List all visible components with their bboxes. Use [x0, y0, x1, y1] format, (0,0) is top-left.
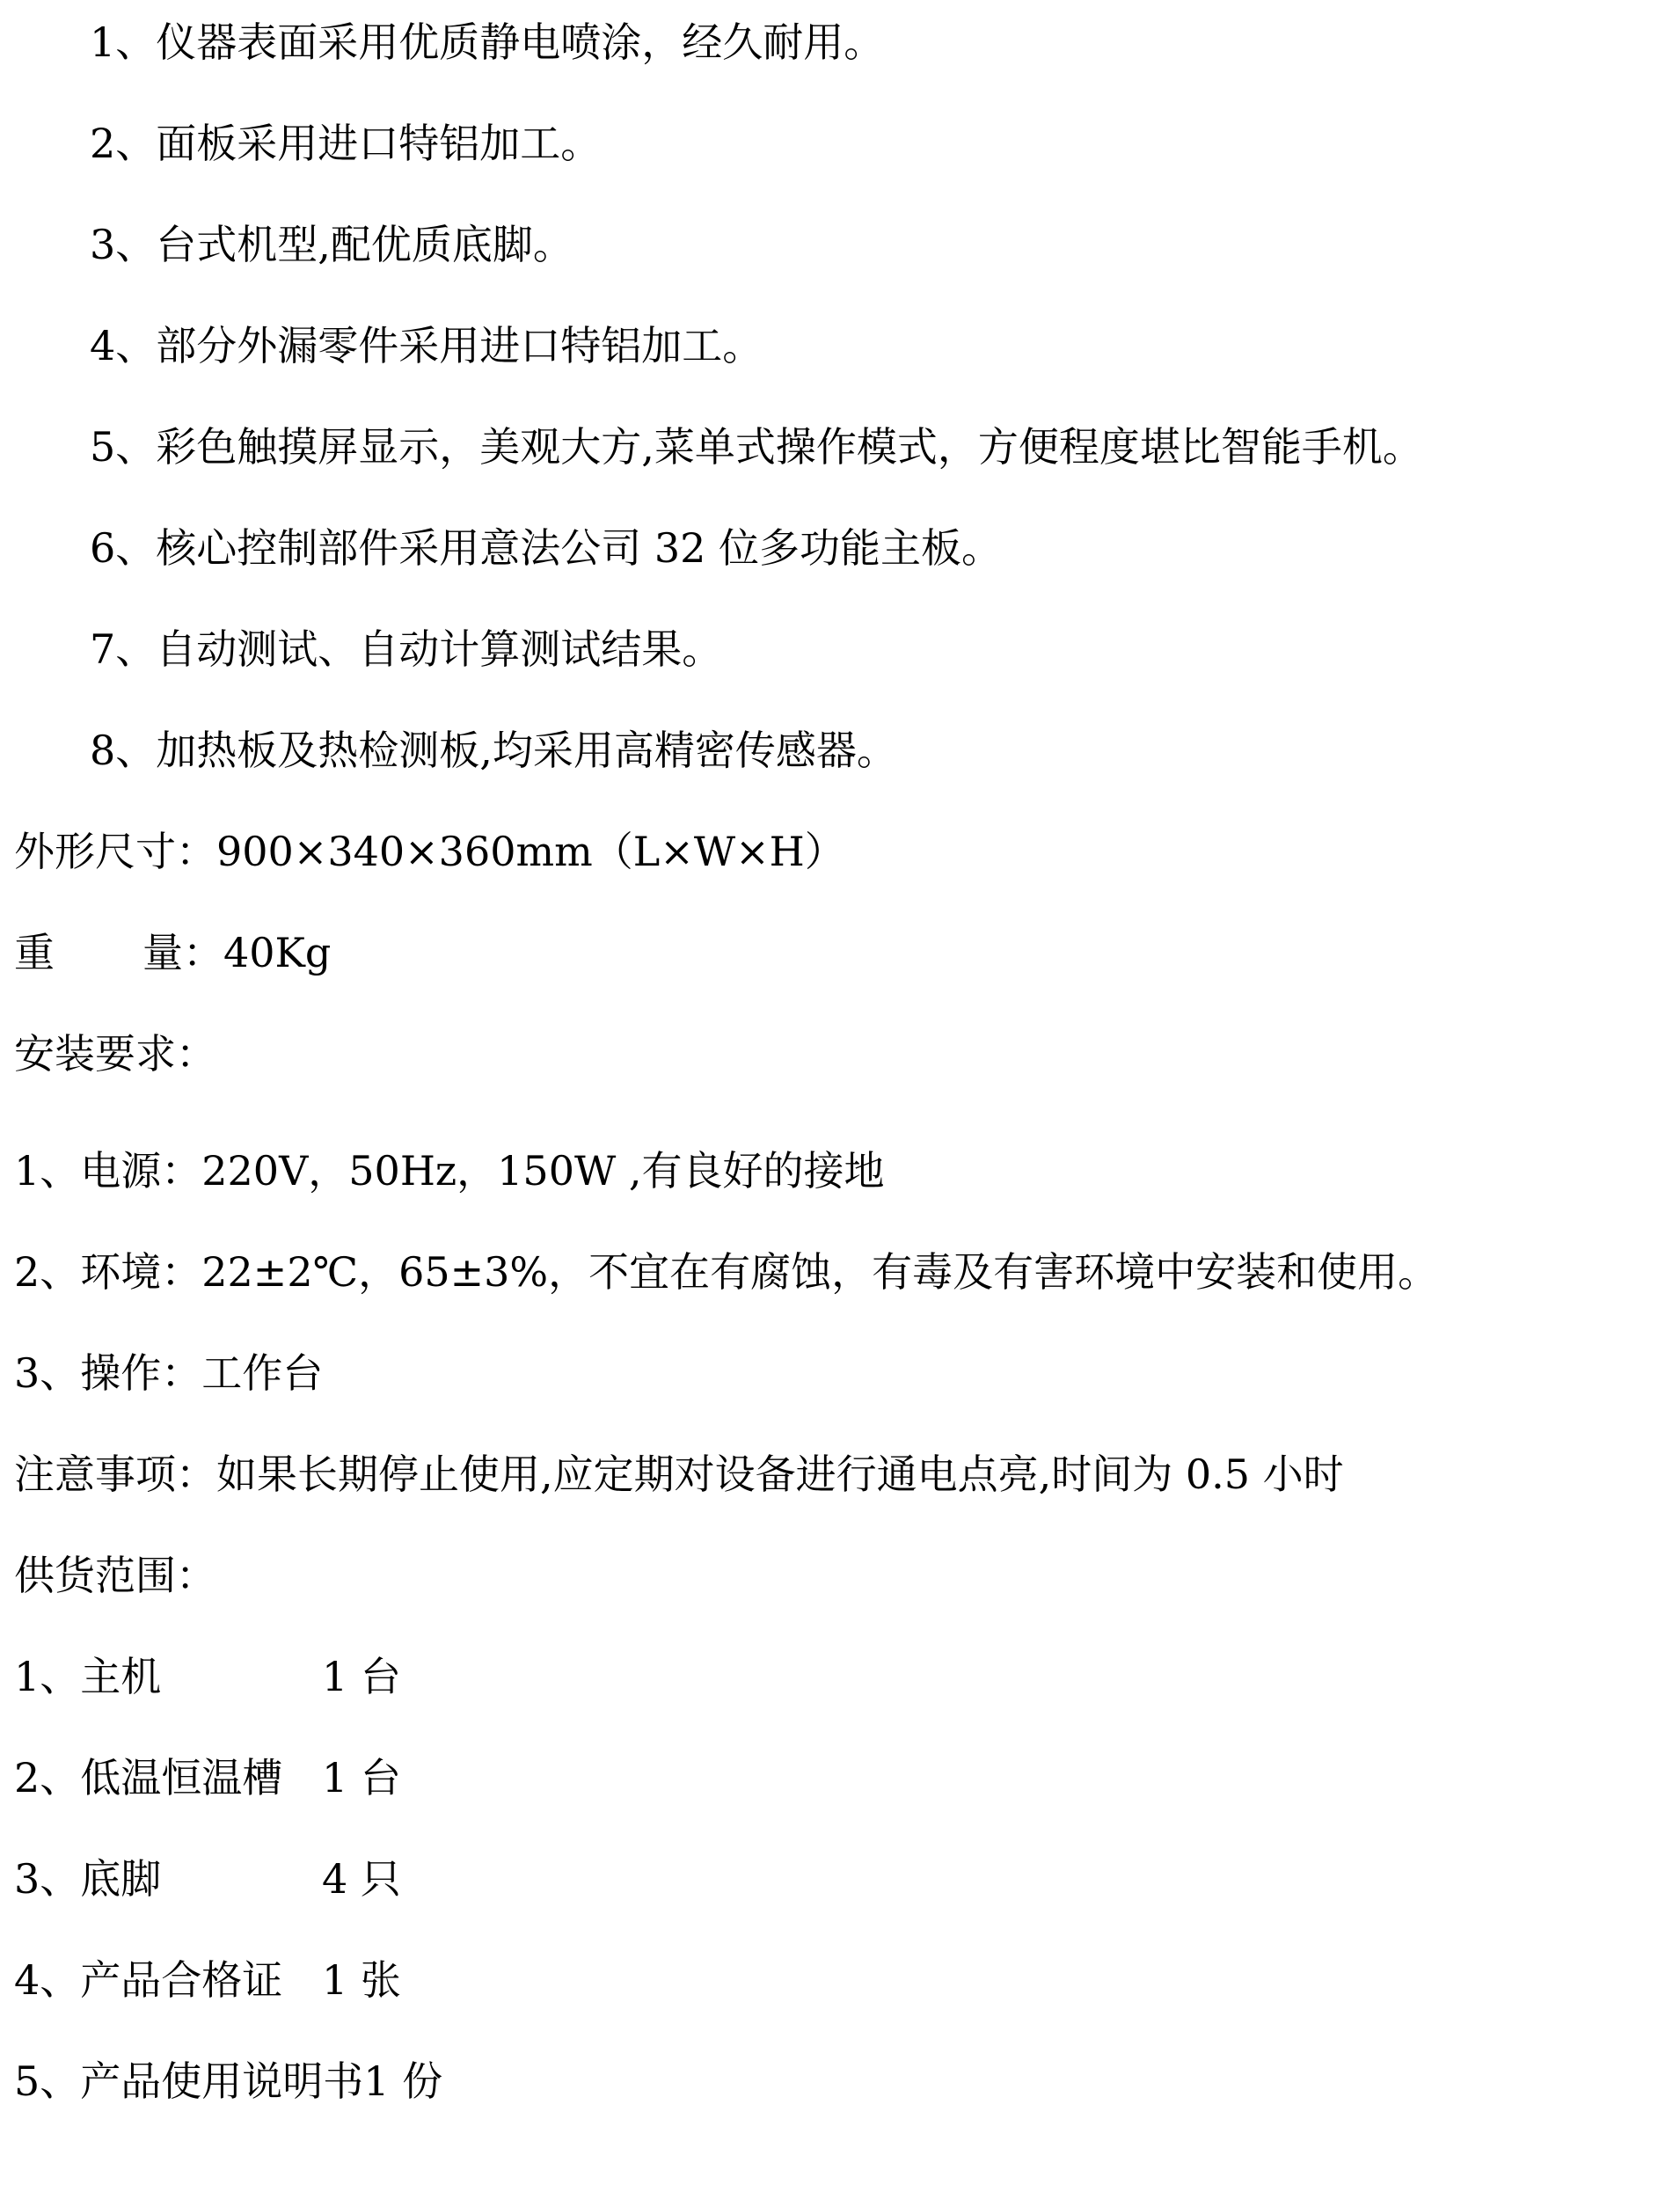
feature-item-3: 3、台式机型,配优质底脚。 [90, 221, 573, 268]
supply-item-qty: 1 台 [322, 1754, 401, 1801]
feature-item-8: 8、加热板及热检测板,均采用高精密传感器。 [90, 727, 897, 774]
supply-item-name: 2、低温恒温槽 [14, 1754, 283, 1801]
feature-item-7: 7、自动测试、自动计算测试结果。 [90, 625, 723, 673]
supply-item-name: 1、主机 [14, 1653, 162, 1700]
supply-item-1 [14, 1645, 401, 1708]
supply-item-qty: 1 台 [322, 1653, 401, 1700]
supply-item-name: 5、产品使用说明书 [14, 2057, 364, 2105]
notice-text: 注意事项：如果长期停止使用,应定期对设备进行通电点亮,时间为 0.5 小时 [14, 1451, 1344, 1498]
supply-item-qty: 1 份 [363, 2057, 443, 2105]
installation-item-3: 3、操作：工作台 [14, 1349, 324, 1397]
supply-item-4 [14, 1948, 401, 2012]
supply-title: 供货范围： [14, 1552, 216, 1599]
supply-item-2 [14, 1746, 401, 1809]
spec-weight [14, 921, 331, 984]
feature-item-4: 4、部分外漏零件采用进口特铝加工。 [90, 322, 763, 369]
installation-item-2: 2、环境：22±2℃，65±3%，不宜在有腐蚀，有毒及有害环境中安装和使用。 [14, 1248, 1439, 1296]
installation-item-1: 1、电源：220V，50Hz，150W ,有良好的接地 [14, 1147, 885, 1195]
feature-item-2: 2、面板采用进口特铝加工。 [90, 120, 602, 167]
feature-item-6: 6、核心控制部件采用意法公司 32 位多功能主板。 [90, 524, 1003, 572]
weight-label-value: 量：40Kg [142, 929, 332, 976]
installation-title: 安装要求： [14, 1030, 216, 1078]
supply-item-3 [14, 1847, 401, 1911]
weight-label-start: 重 [14, 929, 55, 976]
supply-item-name: 3、底脚 [14, 1855, 162, 1903]
supply-item-name: 4、产品合格证 [14, 1956, 283, 2004]
supply-item-qty: 1 张 [322, 1956, 401, 2004]
feature-item-1: 1、仪器表面采用优质静电喷涂，经久耐用。 [90, 18, 885, 66]
spec-dimensions: 外形尺寸：900×340×360mm（L×W×H） [14, 828, 845, 875]
supply-item-qty: 4 只 [322, 1855, 401, 1903]
supply-item-5 [14, 2050, 442, 2113]
feature-item-5: 5、彩色触摸屏显示，美观大方,菜单式操作模式，方便程度堪比智能手机。 [90, 423, 1423, 471]
